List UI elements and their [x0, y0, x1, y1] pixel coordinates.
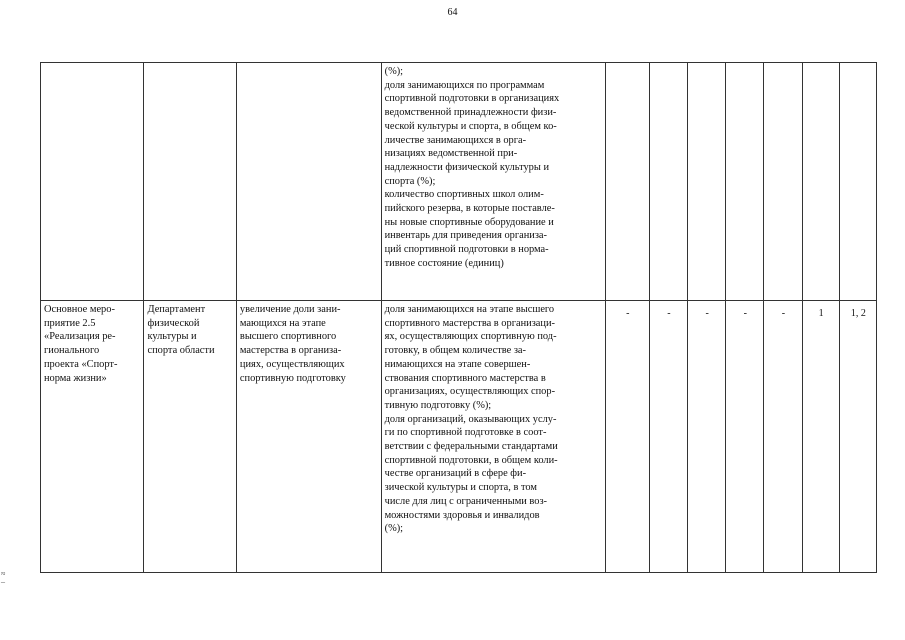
- cell-line: спорта (%);: [384, 175, 436, 187]
- cell-line: честве организаций в сфере фи-: [384, 468, 527, 480]
- value-cell: -: [605, 301, 649, 573]
- value-cell: [649, 63, 687, 301]
- executor-cell: [144, 301, 236, 573]
- cell-line: циях, осуществляющих: [239, 358, 345, 370]
- cell-line: мастерства в организа-: [239, 345, 342, 357]
- cell-line: физической: [147, 317, 200, 329]
- cell-line: спортивной подготовки, в общем коли-: [384, 454, 558, 466]
- cell-line: спортивного мастерства в организаци-: [384, 317, 555, 329]
- value-cell: [605, 63, 649, 301]
- cell-line: проекта «Спорт-: [44, 358, 118, 370]
- cell-line: «Реализация ре-: [44, 331, 116, 343]
- value-cell: -: [764, 301, 802, 573]
- cell-line: спорта области: [147, 345, 215, 357]
- cell-line: доля занимающихся на этапе высшего: [384, 304, 555, 315]
- cell-line: тивную подготовку (%);: [384, 399, 492, 411]
- cell-line: (%);: [384, 66, 404, 77]
- value-cell: [839, 63, 876, 301]
- value-cell: 1, 2: [839, 301, 876, 573]
- cell-line: увеличение доли зани-: [239, 304, 341, 315]
- cell-line: ги по спортивной подготовке в соот-: [384, 427, 547, 439]
- cell-line: готовку, в общем количестве за-: [384, 345, 527, 357]
- cell-line: спортивную подготовку: [239, 372, 346, 384]
- value-cell: [726, 63, 764, 301]
- cell-line: ветствии с федеральными стандартами: [384, 441, 558, 453]
- cell-line: числе для лиц с ограниченными воз-: [384, 495, 548, 507]
- table-row: [41, 301, 877, 573]
- value-cell: [802, 63, 839, 301]
- event-cell: [41, 63, 144, 301]
- cell-line: ны новые спортивные оборудование и: [384, 216, 554, 228]
- cell-line: можностями здоровья и инвалидов: [384, 509, 540, 521]
- cell-line: Основное меро-: [44, 304, 115, 315]
- cell-line: зической культуры и спорта, в том: [384, 482, 537, 494]
- program-events-table: [40, 62, 877, 573]
- cell-line: доля занимающихся по программам: [384, 79, 545, 91]
- cell-line: тивное состояние (единиц): [384, 257, 504, 269]
- value-cell: -: [688, 301, 726, 573]
- cell-line: личестве занимающихся в орга-: [384, 134, 527, 146]
- table-row: [41, 63, 877, 301]
- result-cell: [236, 301, 381, 573]
- cell-line: приятие 2.5: [44, 317, 96, 329]
- cell-line: ствования спортивного мастерства в: [384, 372, 546, 384]
- cell-line: ческой культуры и спорта, в общем ко-: [384, 120, 557, 132]
- cell-line: культуры и: [147, 331, 197, 343]
- result-cell: [236, 63, 381, 301]
- cell-line: гионального: [44, 345, 100, 357]
- cell-line: ях, осуществляющих спортивную под-: [384, 331, 557, 343]
- cell-line: количество спортивных школ олим-: [384, 189, 544, 201]
- cell-line: ведомственной принадлежности физи-: [384, 107, 557, 119]
- cell-line: ций спортивной подготовки в норма-: [384, 244, 549, 256]
- executor-cell: [144, 63, 236, 301]
- value-cell: -: [649, 301, 687, 573]
- cell-line: (%);: [384, 523, 404, 535]
- cell-line: нимающихся на этапе совершен-: [384, 358, 531, 370]
- value-cell: [764, 63, 802, 301]
- cell-line: норма жизни»: [44, 372, 107, 384]
- indicator-cell: [381, 63, 605, 301]
- cell-line: спортивной подготовки в организациях: [384, 93, 560, 105]
- cell-line: инвентарь для приведения организа-: [384, 230, 548, 242]
- cell-line: пийского резерва, в которые поставле-: [384, 203, 555, 215]
- cell-line: надлежности физической культуры и: [384, 161, 550, 173]
- cell-line: доля организаций, оказывающих услу-: [384, 413, 557, 425]
- cell-line: организациях, осуществляющих спор-: [384, 386, 556, 398]
- cell-line: Департамент: [147, 304, 206, 315]
- cell-line: мающихся на этапе: [239, 317, 326, 329]
- value-cell: [688, 63, 726, 301]
- margin-mark: ≈ –: [1, 569, 6, 586]
- cell-line: низациях ведомственной при-: [384, 148, 518, 160]
- cell-line: высшего спортивного: [239, 331, 337, 343]
- indicator-cell: [381, 301, 605, 573]
- event-cell: [41, 301, 144, 573]
- value-cell: 1: [802, 301, 839, 573]
- page-number: 64: [447, 7, 458, 18]
- value-cell: -: [726, 301, 764, 573]
